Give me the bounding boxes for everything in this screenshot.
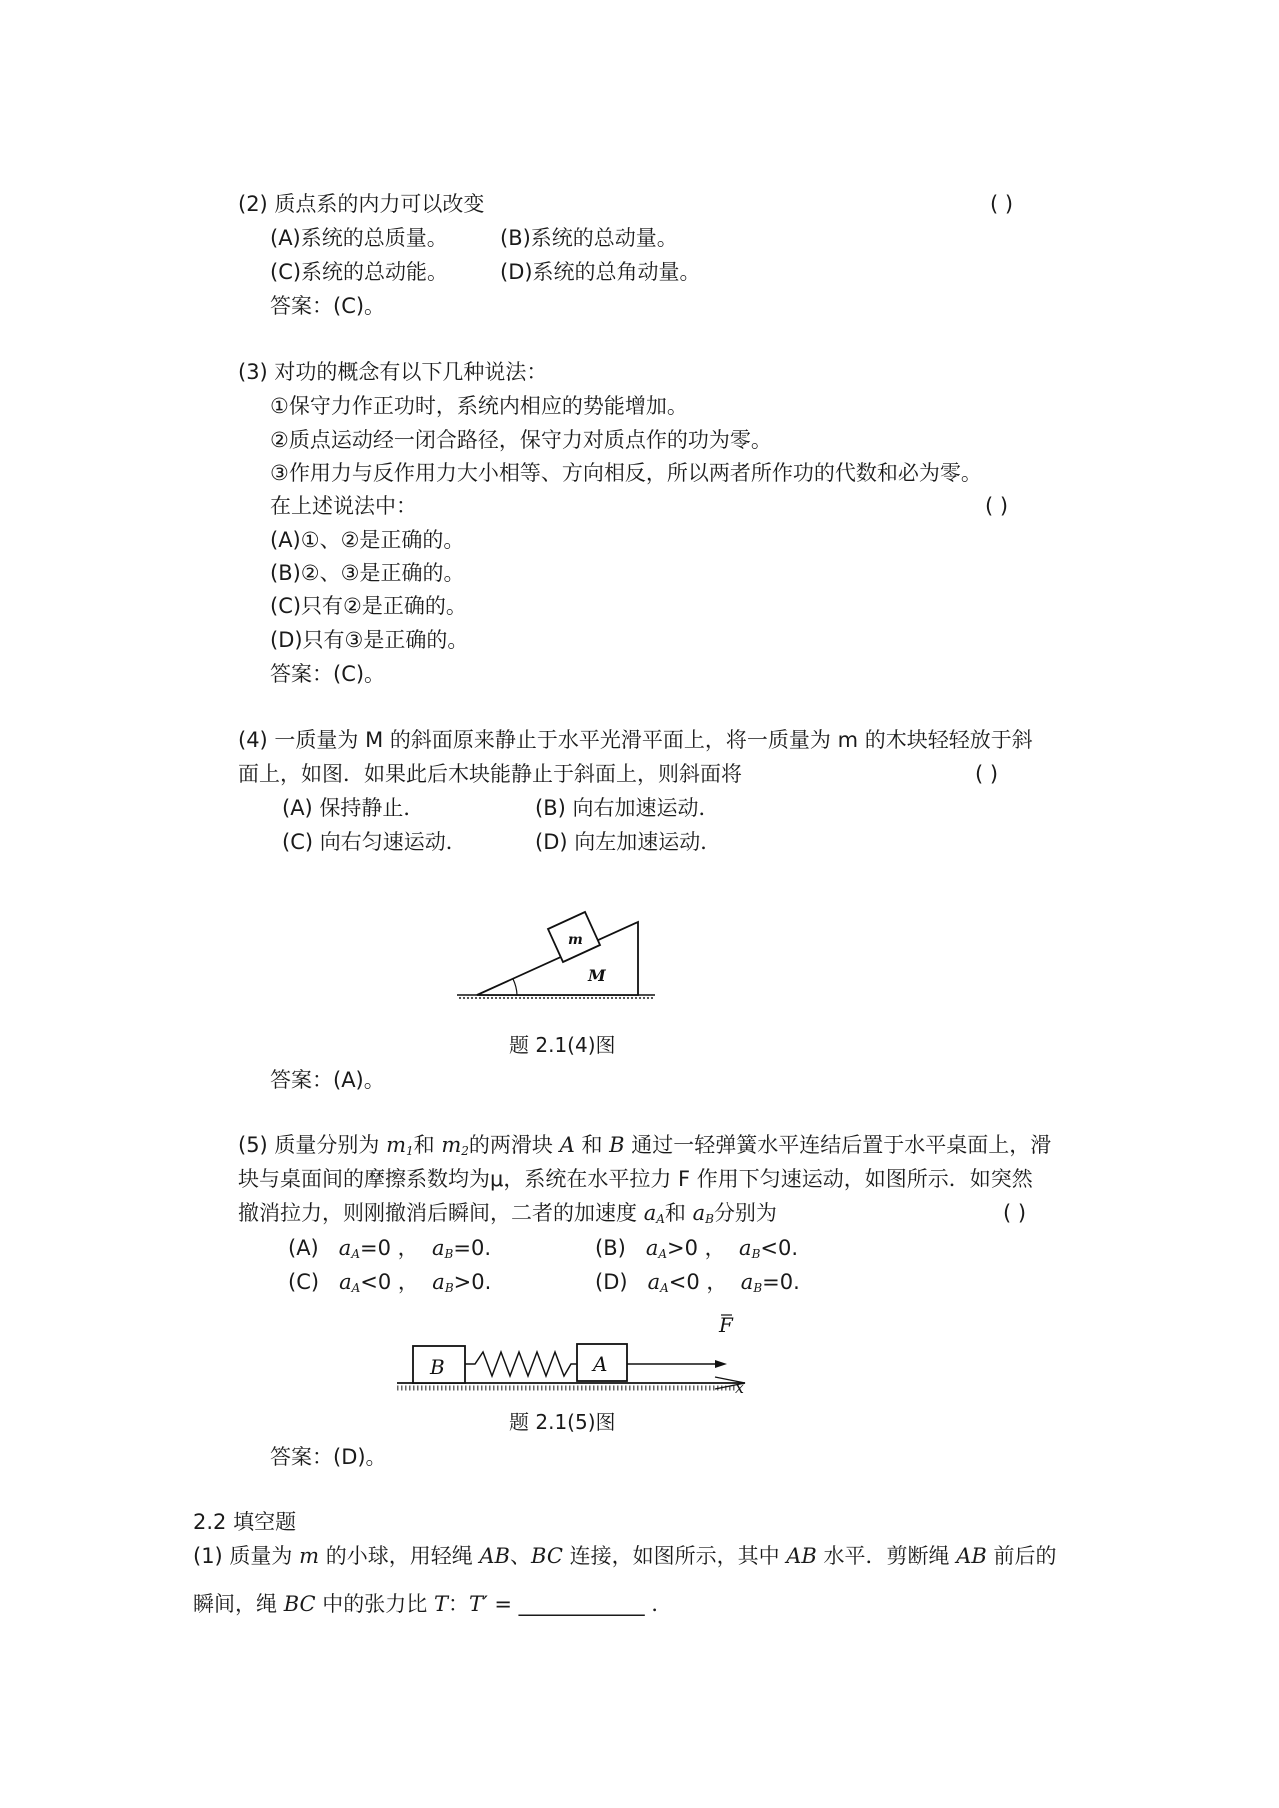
q3-option-d: (D)只有③是正确的。 <box>270 628 469 652</box>
q5-answer: 答案：(D)。 <box>270 1445 387 1469</box>
q3-option-b: (B)②、③是正确的。 <box>270 561 465 585</box>
q3-option-a: (A)①、②是正确的。 <box>270 528 465 552</box>
q4-answer-paren: ( ) <box>975 762 999 786</box>
block-A-label: A <box>593 1352 608 1376</box>
q5-option-b: (B) $a_A>0$ ， $a_B<0$. <box>595 1236 799 1261</box>
q5-option-a: (A) $a_A=0$ ， $a_B=0$. <box>288 1236 491 1261</box>
q3-statement-1: ①保守力作正功时，系统内相应的势能增加。 <box>270 394 688 418</box>
q4-answer: 答案：(A)。 <box>270 1068 385 1092</box>
block-B-label: B <box>430 1355 445 1379</box>
section-2-2-heading: 2.2 填空题 <box>193 1510 297 1534</box>
q5-line-3: 撤消拉力，则刚撤消后瞬间，二者的加速度 $a_A$和 $a_B$分别为 <box>238 1201 777 1226</box>
q2-option-b: (B)系统的总动量。 <box>500 226 678 250</box>
spring-blocks-figure <box>395 1310 755 1400</box>
wedge-M-label: M <box>588 966 606 985</box>
q2-stem: (2) 质点系的内力可以改变 <box>238 192 485 216</box>
q4-option-a: (A) 保持静止． <box>282 796 425 820</box>
q5-figure-caption: 题 2.1(5)图 <box>509 1410 616 1434</box>
q3-answer-paren: ( ) <box>985 494 1009 518</box>
q5-line-2: 块与桌面间的摩擦系数均为μ，系统在水平拉力 F 作用下匀速运动，如图所示．如突然 <box>238 1167 1033 1191</box>
fill-q1-line-1: (1) 质量为 m 的小球，用轻绳 AB、BC 连接，如图所示，其中 AB 水平．剪断绳 AB 前后的 <box>193 1544 1057 1568</box>
q2-option-d: (D)系统的总角动量。 <box>500 260 701 284</box>
incline-figure <box>455 885 665 1005</box>
q4-option-b: (B) 向右加速运动． <box>535 796 720 820</box>
fill-q1-line-2: 瞬间，绳 BC 中的张力比 T：T′ = ____________ ． <box>193 1592 673 1616</box>
q2-option-c: (C)系统的总动能。 <box>270 260 449 284</box>
x-axis-label: x <box>735 1378 745 1397</box>
q4-option-c: (C) 向右匀速运动． <box>282 830 467 854</box>
q5-option-c: (C) $a_A<0$ ， $a_B>0$. <box>288 1270 492 1295</box>
force-arrow <box>627 1360 727 1368</box>
q5-answer-paren: ( ) <box>1003 1201 1027 1225</box>
q5-option-d: (D) $a_A<0$ ， $a_B=0$. <box>595 1270 800 1295</box>
q2-answer-paren: ( ) <box>990 192 1014 216</box>
q2-option-a: (A)系统的总质量。 <box>270 226 448 250</box>
q3-option-c: (C)只有②是正确的。 <box>270 594 467 618</box>
force-label: F <box>719 1313 733 1337</box>
spring <box>465 1352 577 1376</box>
q4-figure-caption: 题 2.1(4)图 <box>509 1033 616 1057</box>
block-m-label: m <box>568 932 583 948</box>
q3-stem: (3) 对功的概念有以下几种说法： <box>238 360 548 384</box>
q2-answer: 答案：(C)。 <box>270 294 386 318</box>
q3-answer: 答案：(C)。 <box>270 662 386 686</box>
q4-line-1: (4) 一质量为 M 的斜面原来静止于水平光滑平面上，将一质量为 m 的木块轻轻放于斜 <box>238 728 1033 752</box>
q5-line-1: (5) 质量分别为 $m_1$和 $m_2$的两滑块 A 和 B 通过一轻弹簧水平连结后置于水平桌面上，滑 <box>238 1133 1052 1158</box>
q3-ask: 在上述说法中： <box>270 494 417 518</box>
q3-statement-2: ②质点运动经一闭合路径，保守力对质点作的功为零。 <box>270 428 772 452</box>
q4-line-2: 面上，如图．如果此后木块能静止于斜面上，则斜面将 <box>238 762 742 786</box>
q3-statement-3: ③作用力与反作用力大小相等、方向相反，所以两者所作功的代数和必为零。 <box>270 461 982 485</box>
q4-option-d: (D) 向左加速运动． <box>535 830 722 854</box>
